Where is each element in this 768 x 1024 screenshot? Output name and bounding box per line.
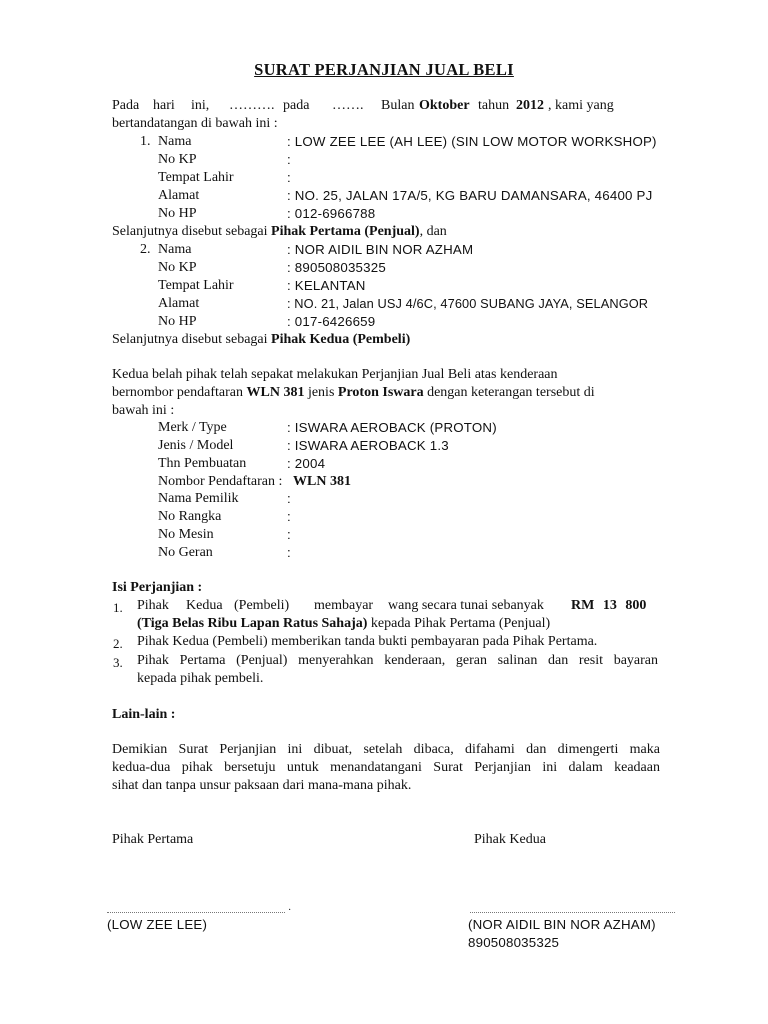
field-label: Tempat Lahir (158, 278, 234, 293)
vehicle-make: Proton Iswara (337, 385, 424, 400)
field-label: No KP (158, 260, 197, 275)
intro-month: Oktober (419, 98, 470, 113)
field-value: : NOR AIDIL BIN NOR AZHAM (287, 242, 474, 257)
lain-line-3: sihat dan tanpa unsur paksaan dari mana-mana pihak. (112, 778, 412, 793)
field-label: No KP (158, 152, 197, 167)
isi-item-3-line-1: Pihak Pertama (Penjual) menyerahkan kenderaan, geran salinan dan resit bayaran (137, 653, 658, 668)
field-value: : KELANTAN (287, 278, 366, 293)
field-value: : ISWARA AEROBACK 1.3 (287, 438, 449, 453)
isi-item-3-number: 3. (113, 655, 123, 670)
designation-text: , dan (419, 224, 447, 239)
designation-role: Pihak Pertama (Penjual) (271, 224, 420, 239)
intro-dots: ………. (229, 98, 275, 113)
field-value: : LOW ZEE LEE (AH LEE) (SIN LOW MOTOR WORKSHOP) (287, 134, 657, 149)
agreement-text: bernombor pendaftaran (112, 385, 247, 400)
clause-word: (Pembeli) (234, 598, 290, 613)
field-label: Thn Pembuatan (158, 456, 247, 471)
field-label: Nama Pemilik (158, 491, 239, 506)
field-value: : (287, 509, 291, 524)
signature-left-name: (LOW ZEE LEE) (107, 917, 208, 932)
designation-text: Selanjutnya disebut sebagai (112, 224, 272, 239)
party2-number: 2. (140, 242, 151, 257)
isi-heading: Isi Perjanjian : (112, 580, 203, 595)
intro-word: , kami yang (548, 98, 614, 113)
designation-role: Pihak Kedua (Pembeli) (271, 332, 411, 347)
party1-number: 1. (140, 134, 151, 149)
clause-word: Pihak (137, 598, 169, 613)
agreement-line-3: bawah ini : (112, 403, 175, 418)
intro-word: hari (153, 98, 175, 113)
signature-right-name: (NOR AIDIL BIN NOR AZHAM) (468, 917, 656, 932)
isi-item-1-number: 1. (113, 600, 123, 615)
field-value: WLN 381 (293, 474, 351, 489)
intro-word: tahun (478, 98, 510, 113)
lain-line-2: kedua-dua pihak bersetuju untuk menandatangani Surat Perjanjian ini dalam keadaan (112, 760, 660, 775)
field-value: : (287, 152, 291, 167)
field-value: : 012-6966788 (287, 206, 376, 221)
intro-year: 2012 (516, 98, 544, 113)
field-label: Merk / Type (158, 420, 227, 435)
intro-line (112, 98, 632, 116)
signature-left-label: Pihak Pertama (112, 832, 194, 847)
field-value: : ISWARA AEROBACK (PROTON) (287, 420, 497, 435)
field-value: : NO. 25, JALAN 17A/5, KG BARU DAMANSARA, 46400 PJ (287, 188, 653, 203)
field-label: No Geran (158, 545, 213, 560)
isi-item-1-line-2 (137, 616, 550, 632)
field-value: : 2004 (287, 456, 326, 471)
agreement-line-1: Kedua belah pihak telah sepakat melakukan Perjanjian Jual Beli atas kenderaan (112, 367, 558, 382)
agreement-line-2 (112, 385, 595, 401)
payment-amount: RM 13 800 (571, 598, 647, 613)
payment-amount-words: (Tiga Belas Ribu Lapan Ratus Sahaja) (137, 616, 368, 631)
field-label: Nama (158, 134, 192, 149)
field-value: : (287, 491, 291, 506)
field-label: Alamat (158, 296, 200, 311)
isi-item-3-line-2: kepada pihak pembeli. (137, 671, 264, 686)
party1-designation (112, 224, 447, 240)
field-label: No Mesin (158, 527, 214, 542)
intro-word: pada (283, 98, 310, 113)
clause-word: wang secara tunai sebanyak (388, 598, 544, 613)
signature-right-label: Pihak Kedua (474, 832, 546, 847)
field-value: : (287, 527, 291, 542)
intro-line-2: bertandatangan di bawah ini : (112, 116, 278, 131)
field-label: Alamat (158, 188, 200, 203)
clause-text: kepada Pihak Pertama (Penjual) (367, 616, 551, 631)
intro-word: Bulan (381, 98, 415, 113)
field-label: Jenis / Model (158, 438, 234, 453)
field-label: Nama (158, 242, 192, 257)
document-title: SURAT PERJANJIAN JUAL BELI (254, 60, 514, 79)
isi-item-2-text: Pihak Kedua (Pembeli) memberikan tanda bukti pembayaran pada Pihak Pertama. (137, 634, 598, 649)
signature-right-ic: 890508035325 (468, 935, 560, 950)
designation-text: Selanjutnya disebut sebagai (112, 332, 272, 347)
intro-word: ini, (191, 98, 210, 113)
intro-dots: ……. (332, 98, 364, 113)
intro-word: Pada (112, 98, 140, 113)
field-label: Tempat Lahir (158, 170, 234, 185)
registration-number: WLN 381 (246, 385, 305, 400)
field-label: No HP (158, 314, 197, 329)
party2-designation (112, 332, 410, 348)
field-value: : (287, 545, 291, 560)
agreement-text: jenis (304, 385, 338, 400)
field-value: : 890508035325 (287, 260, 386, 275)
agreement-text: dengan keterangan tersebut di (423, 385, 595, 400)
signature-line-left (107, 912, 285, 913)
field-value: : 017-6426659 (287, 314, 376, 329)
field-label: Nombor Pendaftaran : (158, 474, 283, 489)
signature-line-right (470, 912, 675, 913)
signature-dot: · (288, 905, 292, 916)
field-value: : (287, 170, 291, 185)
lain-line-1: Demikian Surat Perjanjian ini dibuat, setelah dibaca, difahami dan dimengerti maka (112, 742, 660, 757)
isi-item-1-line-1 (137, 598, 648, 616)
lain-heading: Lain-lain : (112, 707, 176, 722)
clause-word: membayar (314, 598, 374, 613)
isi-item-2-number: 2. (113, 636, 123, 651)
field-label: No Rangka (158, 509, 222, 524)
field-label: No HP (158, 206, 197, 221)
field-value: : NO. 21, Jalan USJ 4/6C, 47600 SUBANG JAYA, SELANGOR (287, 296, 649, 311)
clause-word: Kedua (186, 598, 223, 613)
